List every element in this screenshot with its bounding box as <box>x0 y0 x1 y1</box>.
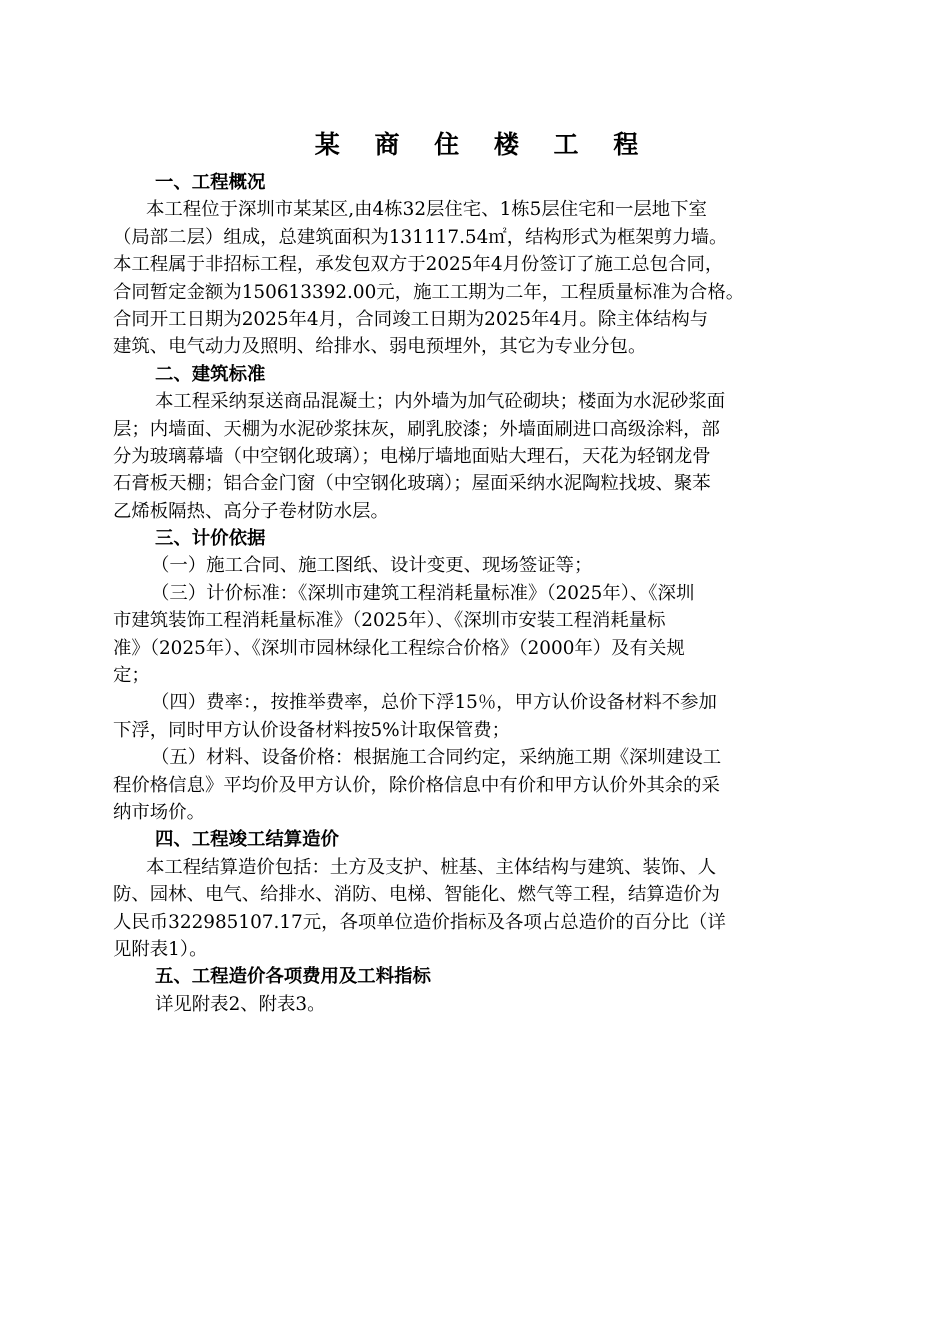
paragraph-line: 准》（2025年）、《深圳市园林绿化工程综合价格》（2000年）及有关规 <box>113 637 685 659</box>
paragraph-line: （局部二层）组成，总建筑面积为131117.54㎡，结构形式为框架剪力墙。 <box>113 226 728 248</box>
paragraph-line: 本工程属于非招标工程，承发包双方于2025年4月份签订了施工总包合同， <box>113 254 724 276</box>
paragraph-line: 石膏板天棚；铝合金门窗（中空钢化玻璃）；屋面采纳水泥陶粒找坡、聚苯 <box>113 473 711 495</box>
paragraph-line: 层；内墙面、天棚为水泥砂浆抹灰，刷乳胶漆；外墙面刷进口高级涂料，部 <box>113 418 720 440</box>
section-heading: 五、工程造价各项费用及工料指标 <box>155 966 431 988</box>
paragraph-line: 合同开工日期为2025年4月，合同竣工日期为2025年4月。除主体结构与 <box>113 308 709 330</box>
paragraph-line: 建筑、电气动力及照明、给排水、弱电预埋外，其它为专业分包。 <box>113 336 647 358</box>
section-heading: 一、工程概况 <box>155 172 266 193</box>
paragraph-line: （四）费率：，按推举费率，总价下浮15％，甲方认价设备材料不参加 <box>151 692 717 714</box>
paragraph-line: 本工程结算造价包括：土方及支护、桩基、主体结构与建筑、装饰、人 <box>146 856 717 878</box>
paragraph-line: 纳市场价。 <box>113 801 205 823</box>
section-heading: 四、工程竣工结算造价 <box>155 829 339 851</box>
paragraph-line: 下浮，同时甲方认价设备材料按5%计取保管费； <box>113 719 510 741</box>
section-heading: 三、计价依据 <box>155 528 266 550</box>
document-body <box>113 169 853 1018</box>
paragraph-line: 合同暂定金额为150613392.00元，施工工期为二年，工程质量标准为合格。 <box>113 281 745 303</box>
paragraph-line: 本工程采纳泵送商品混凝土；内外墙为加气砼砌块；楼面为水泥砂浆面 <box>155 391 726 413</box>
paragraph-line: （五）材料、设备价格：根据施工合同约定，采纳施工期《深圳建设工 <box>151 747 722 769</box>
paragraph-line: 人民币322985107.17元，各项单位造价指标及各项占总造价的百分比（详 <box>113 911 726 933</box>
paragraph-line: 程价格信息》平均价及甲方认价，除价格信息中有价和甲方认价外其余的采 <box>113 774 720 796</box>
paragraph-line: 乙烯板隔热、高分子卷材防水层。 <box>113 500 389 522</box>
paragraph-line: 见附表1）。 <box>113 938 208 960</box>
section-heading: 二、建筑标准 <box>155 363 266 385</box>
paragraph-line: 定； <box>113 665 150 687</box>
paragraph-line: 详见附表2、附表3。 <box>155 993 326 1015</box>
paragraph-line: 市建筑装饰工程消耗量标准》（2025年）、《深圳市安装工程消耗量标 <box>113 610 666 632</box>
paragraph-line: （一）施工合同、施工图纸、设计变更、现场签证等； <box>151 555 593 577</box>
paragraph-line: 本工程位于深圳市某某区,由4栋32层住宅、1栋5层住宅和一层地下室 <box>146 199 707 221</box>
document-title: 某 商 住 楼 工 程 <box>314 130 652 159</box>
paragraph-line: （三）计价标准：《深圳市建筑工程消耗量标准》（2025年）、《深圳 <box>151 582 695 604</box>
paragraph-line: 分为玻璃幕墙（中空钢化玻璃）；电梯厅墙地面贴大理石，天花为轻钢龙骨 <box>113 445 711 467</box>
paragraph-line: 防、园林、电气、给排水、消防、电梯、智能化、燃气等工程，结算造价为 <box>113 884 720 906</box>
